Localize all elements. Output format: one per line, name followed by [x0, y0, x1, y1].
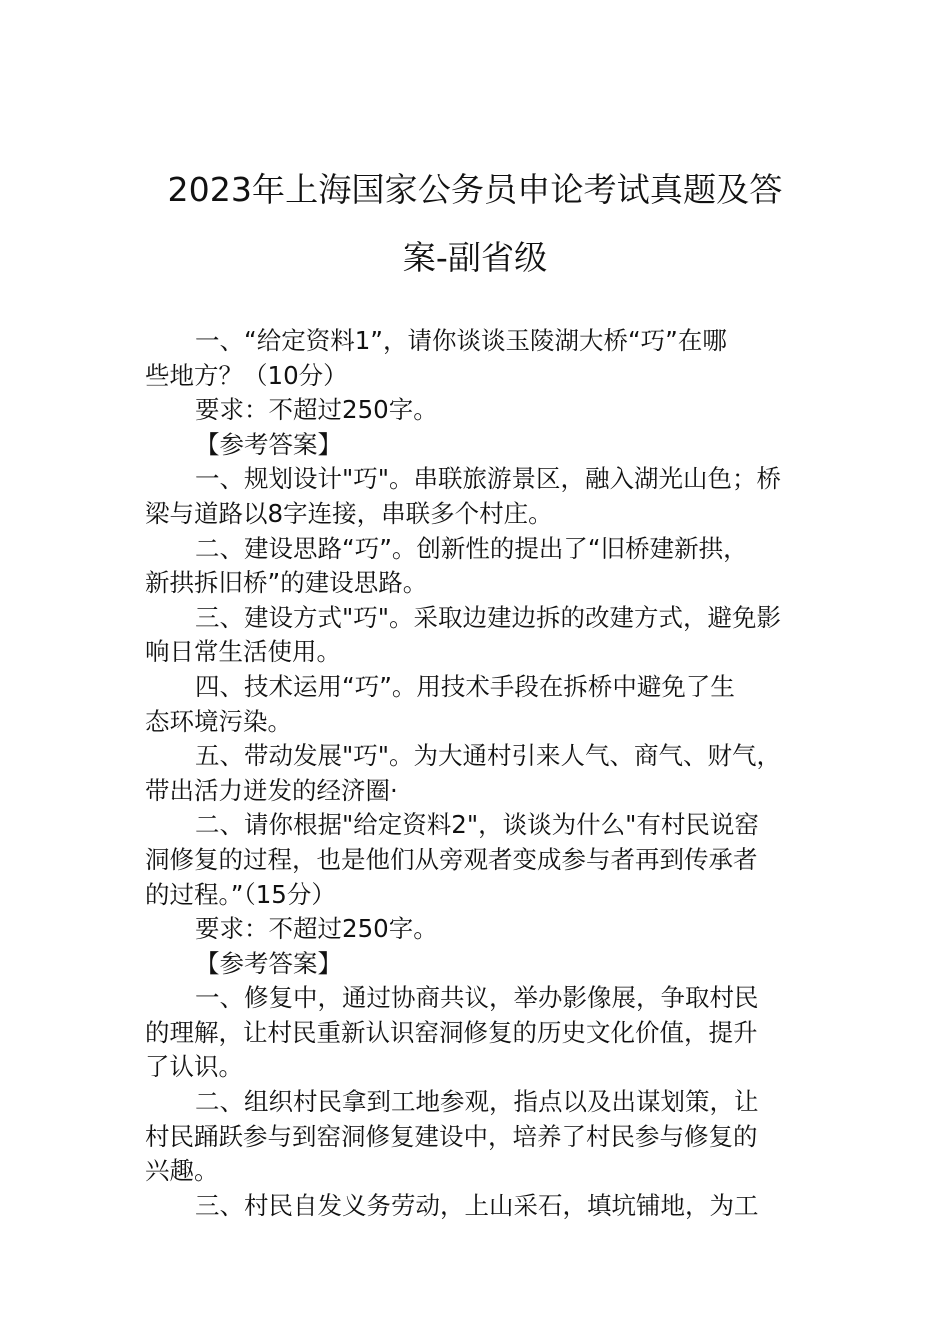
body-text-line: 二、组织村民拿到工地参观，指点以及出谋划策，让: [195, 1087, 759, 1117]
body-text-line: 洞修复的过程，也是他们从旁观者变成参与者再到传承者: [145, 844, 758, 874]
body-text-line: 二、请你根据"给定资料2"，谈谈为什么"有村民说窑: [195, 810, 759, 840]
body-text-line: 响日常生活使用。: [145, 637, 341, 667]
body-text-line: 【参考答案】: [195, 948, 342, 978]
body-text-line: 一、修复中，通过协商共议，举办影像展，争取村民: [195, 983, 759, 1013]
body-text-line: 三、村民自发义务劳动，上山采石，填坑铺地，为工: [195, 1190, 759, 1220]
body-text-line: 带出活力迸发的经济圈·: [145, 775, 398, 805]
body-text-line: 态环境污染。: [145, 706, 292, 736]
body-text-line: 的过程。”（15分）: [145, 879, 336, 909]
body-text-line: 一、规划设计"巧"。串联旅游景区，融入湖光山色；桥: [195, 464, 782, 494]
body-text-line: 二、建设思路“巧”。创新性的提出了“旧桥建新拱，: [195, 533, 748, 563]
body-text-line: 一、“给定资料1”，请你谈谈玉陵湖大桥“巧”在哪: [195, 326, 727, 355]
body-text-line: 五、带动发展"巧"。为大通村引来人气、商气、财气，: [195, 741, 782, 771]
document-title-line-2: 案-副省级: [402, 238, 548, 277]
body-text-line: 梁与道路以8字连接，串联多个村庄。: [145, 498, 553, 528]
document-title-line-1: 2023年上海国家公务员申论考试真题及答: [167, 170, 783, 209]
body-text-line: 了认识。: [145, 1052, 243, 1082]
body-text-line: 四、技术运用“巧”。用技术手段在拆桥中避免了生: [195, 671, 735, 701]
body-text-line: 村民踊跃参与到窑洞修复建设中，培养了村民参与修复的: [145, 1121, 758, 1151]
body-text-line: 些地方？（10分）: [145, 360, 348, 390]
body-text-line: 要求：不超过250字。: [195, 914, 438, 944]
body-text-line: 三、建设方式"巧"。采取边建边拆的改建方式，避免影: [195, 602, 782, 632]
body-text-line: 【参考答案】: [195, 429, 342, 459]
body-text-line: 兴趣。: [145, 1156, 219, 1186]
body-text-line: 新拱拆旧桥”的建设思路。: [145, 568, 428, 598]
document-body: [145, 324, 805, 1223]
body-text-line: 要求：不超过250字。: [195, 395, 438, 425]
body-text-line: 的理解，让村民重新认识窑洞修复的历史文化价值，提升: [145, 1017, 758, 1047]
